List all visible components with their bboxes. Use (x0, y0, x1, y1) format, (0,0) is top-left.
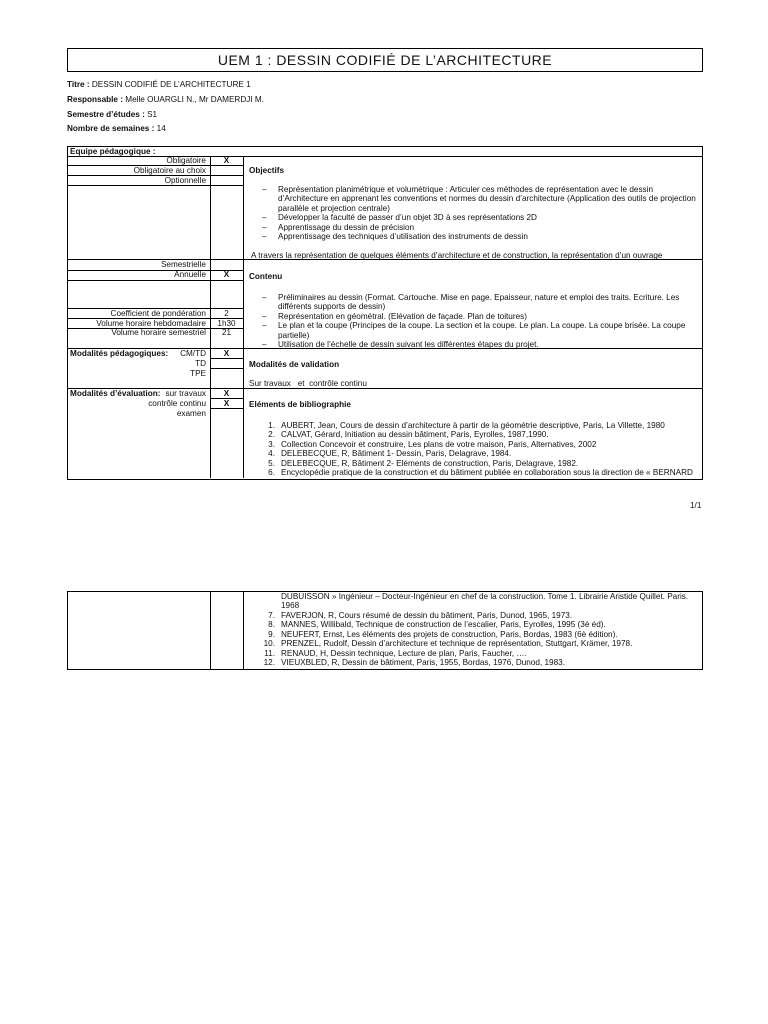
biblio-number: 11. (264, 648, 275, 658)
biblio-number: 4. (268, 449, 275, 459)
biblio-number: 12. (263, 658, 275, 668)
semestrielle-label: Semestrielle (160, 260, 206, 269)
controle-continu-label: contrôle continu (148, 399, 206, 408)
biblio-number: 2. (268, 430, 275, 440)
meta-semaines (67, 124, 166, 133)
page-title: UEM 1 : DESSIN CODIFIÉ DE L’ARCHITECTURE (67, 48, 703, 72)
continuation-biblio-list (249, 611, 701, 668)
biblio-text: CALVAT, Gérard, Initiation au dessin bâtiment, Paris, Eyrolles, 1987,1990. (281, 430, 549, 440)
biblio-text: PRENZEL, Rudolf, Dessin d’architecture et technique de représentation, Stuttgart, Krämer, 1978. (281, 639, 633, 649)
biblio-text: NEUFERT, Ernst, Les éléments des projets de construction, Paris, Bordas, 1983 (6è édition). (281, 629, 618, 639)
sur-travaux-mark: X (223, 389, 230, 398)
table-divider (210, 368, 243, 369)
biblio-text: FAVERJON, R, Cours résumé de dessin du bâtiment, Paris, Dunod, 1965, 1973. (281, 611, 573, 620)
list-item (249, 611, 701, 620)
obligatoire-choix-label: Obligatoire au choix (133, 166, 206, 175)
list-item (249, 459, 701, 468)
table-divider (243, 156, 244, 478)
biblio-text: DELEBECQUE, R, Bâtiment 2- Eléments de construction, Paris, Delagrave, 1982. (281, 458, 579, 468)
table-divider (243, 591, 244, 669)
list-item: – Le plan et la coupe (Principes de la coupe. La section et la coupe. Le plan. La coupe. La coupe brisée. La coupe partielle) (249, 321, 699, 340)
list-item: – Utilisation de l’échelle de dessin suivant les différentes étapes du projet. (249, 340, 699, 349)
examen-label: examen (176, 409, 206, 418)
meta-titre-label: Titre : (67, 80, 90, 89)
biblio-number: 9. (268, 629, 275, 639)
list-item: – Apprentissage du dessin de précision (249, 223, 699, 232)
list-item: – Représentation planimétrique et volumétrique : Articuler ces méthodes de représentation avec le dessin d’Architecture en apprenant les conventions et normes du dessin d’architecture (Application des outils de projection parallèle et projection centrale) (249, 185, 699, 213)
coef-value: 2 (224, 309, 229, 318)
list-item (249, 658, 701, 667)
list-item (249, 430, 701, 439)
tpe-label: TPE (190, 369, 206, 378)
biblio-number: 7. (268, 611, 275, 620)
list-item (249, 449, 701, 458)
contenu-heading: Contenu (249, 272, 283, 281)
list-item (249, 468, 701, 477)
validation-heading: Modalités de validation (249, 360, 340, 369)
biblio-text: MANNES, Willibald, Technique de construction de l’escalier, Paris, Eyrolles, 1995 (3è éd). (281, 620, 606, 630)
sur-travaux-label: sur travaux (165, 389, 206, 398)
meta-semaines-value: 14 (156, 124, 166, 133)
coef-label: Coefficient de pondération (110, 309, 206, 318)
meta-semestre (67, 110, 157, 119)
vhs-label: Volume horaire semestriel (111, 328, 206, 337)
list-item (249, 440, 701, 449)
biblio-heading: Eléments de bibliographie (249, 400, 351, 409)
cmtd-label: CM/TD (180, 349, 206, 358)
meta-semestre-value: S1 (147, 110, 158, 119)
td-label: TD (195, 359, 206, 368)
modalites-eval-label: Modalités d’évaluation: (70, 389, 161, 398)
cmtd-mark: X (223, 349, 230, 358)
list-item (249, 630, 701, 639)
page-number: 1/1 (690, 501, 702, 510)
vhs-value: 21 (221, 328, 232, 337)
vhh-label: Volume horaire hebdomadaire (96, 319, 206, 328)
biblio-text: DELEBECQUE, R, Bâtiment 1- Dessin, Paris, Delagrave, 1984. (281, 449, 512, 459)
objectifs-heading: Objectifs (249, 166, 285, 175)
contenu-list (249, 293, 699, 350)
controle-continu-mark: X (223, 399, 230, 408)
annuelle-mark: X (223, 270, 230, 279)
biblio-number: 6. (268, 468, 275, 478)
meta-titre-value: DESSIN CODIFIÉ DE L’ARCHITECTURE 1 (91, 80, 251, 89)
biblio-text: Collection Concevoir et construire, Les plans de votre maison, Paris, Alternatives, 2002 (281, 439, 597, 449)
continuation-first-line: DUBUISSON » Ingénieur – Docteur-Ingénieur en chef de la construction. Tome 1. Librairie Aristide Quillet. Paris. 1968 (281, 592, 689, 611)
biblio-number: 10. (263, 639, 275, 649)
list-item (249, 649, 701, 658)
list-item (249, 421, 701, 430)
meta-titre (67, 80, 251, 89)
biblio-number: 5. (268, 458, 275, 468)
biblio-list (249, 421, 701, 478)
obligatoire-label: Obligatoire (166, 156, 206, 165)
validation-text: Sur travaux et contrôle continu (249, 379, 367, 388)
table-divider (210, 591, 211, 669)
meta-responsable (67, 95, 264, 104)
objectifs-note: A travers la représentation de quelques éléments d’architecture et de construction, la représentation d’un ouvrage (251, 251, 663, 260)
biblio-text: VIEUXBLED, R, Dessin de bâtiment, Paris, 1955, Bordas, 1976, Dunod, 1983. (281, 658, 565, 668)
modalites-ped-label: Modalités pédagogiques: (70, 349, 169, 358)
meta-semaines-label: Nombre de semaines : (67, 124, 155, 133)
obligatoire-mark: X (223, 156, 230, 165)
biblio-text: RENAUD, H, Dessin technique, Lecture de plan, Paris, Faucher, …. (281, 648, 527, 658)
list-item: – Développer la faculté de passer d’un objet 3D à ses représentations 2D (249, 213, 699, 222)
objectifs-list (249, 185, 699, 242)
equipe-label: Equipe pédagogique : (70, 147, 156, 156)
optionnelle-label: Optionnelle (164, 176, 206, 185)
biblio-text: AUBERT, Jean, Cours de dessin d’architecture à partir de la géométrie descriptive, Paris, La Villette, 1980 (281, 421, 665, 430)
list-item (249, 639, 701, 648)
meta-responsable-label: Responsable : (67, 95, 123, 104)
annuelle-label: Annuelle (174, 270, 206, 279)
vhh-value: 1h30 (217, 319, 236, 328)
biblio-number: 1. (268, 421, 275, 430)
biblio-number: 8. (268, 620, 275, 630)
list-item: – Préliminaires au dessin (Format. Cartouche. Mise en page. Epaisseur, nature et emploi des traits. Ecriture. Les différents supports de dessin) (249, 293, 699, 312)
biblio-number: 3. (268, 439, 275, 449)
list-item: – Apprentissage des techniques d’utilisation des instruments de dessin (249, 232, 699, 241)
list-item (249, 620, 701, 629)
table-divider (67, 280, 243, 281)
list-item: – Représentation en géométral. (Elévation de façade. Plan de toitures) (249, 312, 699, 321)
meta-semestre-label: Semestre d’études : (67, 110, 145, 119)
biblio-text: Encyclopédie pratique de la construction et du bâtiment publiée en collaboration sous la direction de « BERNARD (281, 468, 693, 478)
meta-responsable-value: Melle OUARGLI N., Mr DAMERDJI M. (125, 95, 264, 104)
